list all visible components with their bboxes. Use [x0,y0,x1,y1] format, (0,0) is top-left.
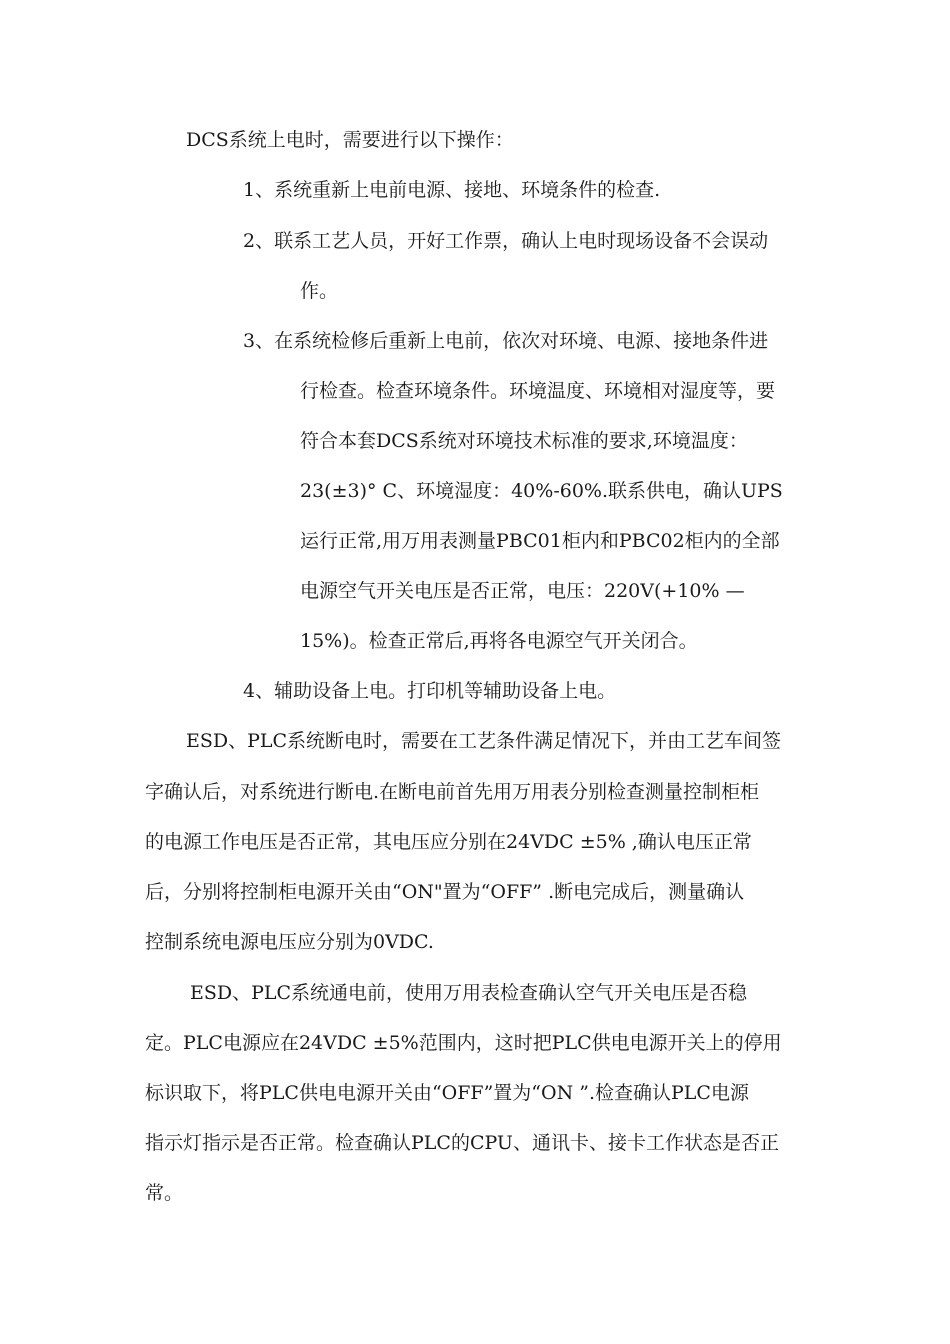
text-line-8: 23(±3)° C、环境湿度：40%-60%.联系供电，确认UPS [300,480,783,502]
text-line-2: 1、系统重新上电前电源、接地、环境条件的检查. [243,179,661,201]
text-line-3: 2、联系工艺人员，开好工作票，确认上电时现场设备不会误动 [243,230,769,252]
text-line-14: 字确认后，对系统进行断电.在断电前首先用万用表分别检查测量控制柜柜 [145,781,760,803]
text-line-17: 控制系统电源电压应分别为0VDC. [145,931,434,953]
text-line-15: 的电源工作电压是否正常，其电压应分别在24VDC ±5% ,确认电压正常 [145,831,752,853]
text-line-16: 后，分别将控制柜电源开关由“ON"置为“OFF” .断电完成后，测量确认 [145,881,745,903]
text-line-11: 15%)。检查正常后,再将各电源空气开关闭合。 [300,630,698,652]
text-line-7: 符合本套DCS系统对环境技术标准的要求,环境温度： [300,430,748,452]
text-line-10: 电源空气开关电压是否正常，电压：220V(+10% — [300,580,745,602]
text-line-9: 运行正常,用万用表测量PBC01柜内和PBC02柜内的全部 [300,530,780,552]
text-line-20: 标识取下，将PLC供电电源开关由“OFF”置为“ON ”.检查确认PLC电源 [145,1082,749,1104]
text-line-22: 常。 [145,1182,184,1204]
text-line-4: 作。 [300,280,339,302]
text-line-12: 4、辅助设备上电。打印机等辅助设备上电。 [243,680,617,702]
text-line-1: DCS系统上电时，需要进行以下操作： [186,129,514,151]
text-line-18: ESD、PLC系统通电前，使用万用表检查确认空气开关电压是否稳 [190,982,748,1004]
text-line-6: 行检查。检查环境条件。环境温度、环境相对湿度等，要 [300,380,776,402]
text-line-13: ESD、PLC系统断电时，需要在工艺条件满足情况下，并由工艺车间签 [186,730,782,752]
text-line-21: 指示灯指示是否正常。检查确认PLC的CPU、通讯卡、接卡工作状态是否正 [145,1132,779,1154]
text-line-5: 3、在系统检修后重新上电前，依次对环境、电源、接地条件进 [243,330,769,352]
text-line-19: 定。PLC电源应在24VDC ±5%范围内，这时把PLC供电电源开关上的停用 [145,1032,782,1054]
